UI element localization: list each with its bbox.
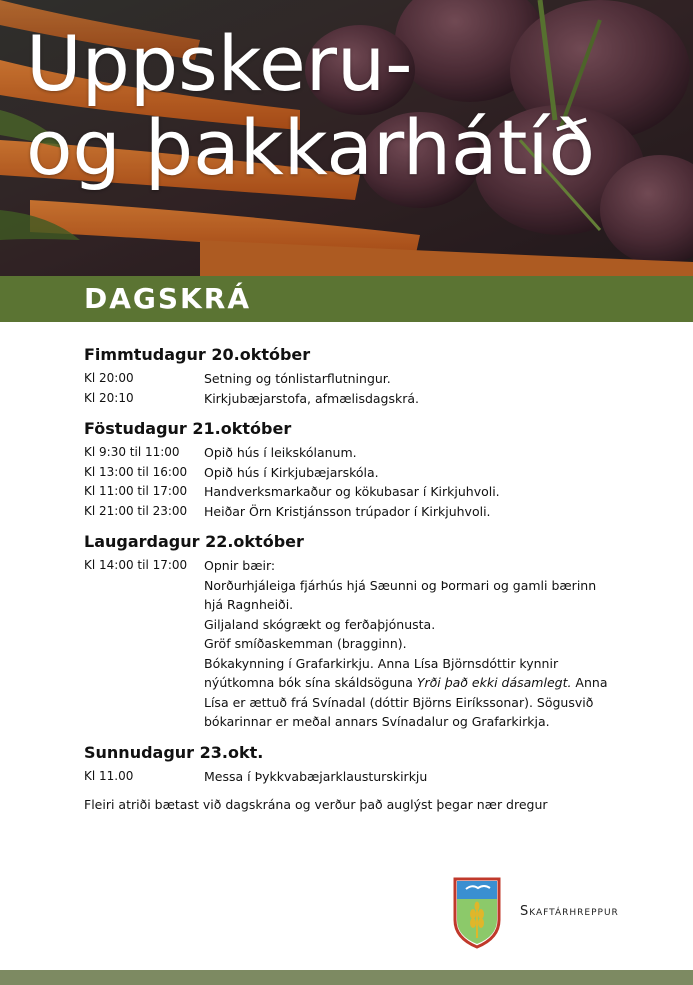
schedule-row	[84, 443, 644, 463]
schedule-time: Kl 13:00 til 16:00	[84, 464, 188, 479]
schedule-time: Kl 20:00	[84, 371, 134, 385]
hero-banner	[0, 0, 693, 276]
day-heading: Fimmtudagur 20.október	[84, 345, 311, 364]
logo-text: Skaftárhreppur	[520, 904, 619, 919]
schedule-row	[84, 556, 644, 732]
schedule-desc: Heiðar Örn Kristjánsson trúpador í Kirkjuhvoli.	[204, 503, 491, 519]
desc-text: Anna	[571, 675, 608, 690]
schedule-desc: Opið hús í leikskólanum.	[204, 445, 357, 460]
bottom-bar	[0, 970, 693, 985]
desc-line: Lísa er ættuð frá Svínadal (dóttir Björns Eiríkssonar). Sögusvið	[204, 694, 594, 710]
day-heading: Föstudagur 21.október	[84, 419, 292, 438]
footer-note: Fleiri atriði bætast við dagskrána og verður það auglýst þegar nær dregur	[84, 797, 548, 812]
desc-line	[204, 673, 644, 693]
page-title	[26, 19, 596, 192]
day-block	[84, 344, 644, 408]
schedule-time: Kl 21:00 til 23:00	[84, 503, 188, 518]
schedule-row	[84, 389, 644, 409]
schedule-row	[84, 463, 644, 483]
schedule-time: Kl 20:10	[84, 390, 134, 405]
day-heading: Laugardagur 22.október	[84, 532, 304, 551]
schedule-time: Kl 11:00 til 17:00	[84, 484, 188, 498]
desc-line: bókarinnar er meðal annars Svínadalur og Grafarkirkja.	[204, 714, 550, 729]
schedule-row	[84, 502, 644, 522]
schedule-desc: Opið hús í Kirkjubæjarskóla.	[204, 464, 379, 480]
day-block	[84, 742, 644, 787]
day-block	[84, 418, 644, 521]
desc-line: Norðurhjáleiga fjárhús hjá Sæunni og Þormari og gamli bærinn	[204, 577, 597, 593]
schedule-row	[84, 482, 644, 502]
schedule-desc: Setning og tónlistarflutningur.	[204, 371, 391, 386]
day-block	[84, 531, 644, 732]
schedule-time: Kl 14:00 til 17:00	[84, 558, 188, 572]
section-title: DAGSKRÁ	[84, 282, 251, 315]
municipality-name	[520, 904, 619, 919]
schedule-desc	[204, 556, 644, 732]
schedule	[84, 344, 644, 796]
coat-of-arms-icon	[452, 876, 502, 950]
desc-line: hjá Ragnheiði.	[204, 597, 294, 612]
schedule-desc: Messa í Þykkvabæjarklausturskirkju	[204, 768, 428, 784]
schedule-desc: Handverksmarkaður og kökubasar í Kirkjuhvoli.	[204, 484, 500, 499]
schedule-desc: Kirkjubæjarstofa, afmælisdagskrá.	[204, 390, 420, 406]
desc-text: nýútkomna bók sína skáldsöguna	[204, 675, 417, 690]
desc-line: Bókakynning í Grafarkirkju. Anna Lísa Björnsdóttir kynnir	[204, 655, 559, 671]
schedule-time: Kl 11.00	[84, 768, 134, 783]
book-title: Yrði það ekki dásamlegt.	[416, 675, 572, 690]
schedule-time: Kl 9:30 til 11:00	[84, 445, 180, 459]
title-line-2: og þakkarhátíð	[26, 103, 596, 192]
schedule-row	[84, 767, 644, 787]
desc-line: Gröf smíðaskemman (bragginn).	[204, 636, 407, 651]
schedule-row	[84, 369, 644, 389]
title-line-1: Uppskeru-	[26, 19, 413, 108]
desc-line: Opnir bæir:	[204, 558, 276, 573]
day-heading: Sunnudagur 23.okt.	[84, 742, 264, 762]
section-band	[0, 276, 693, 322]
desc-line: Giljaland skógrækt og ferðaþjónusta.	[204, 616, 436, 632]
